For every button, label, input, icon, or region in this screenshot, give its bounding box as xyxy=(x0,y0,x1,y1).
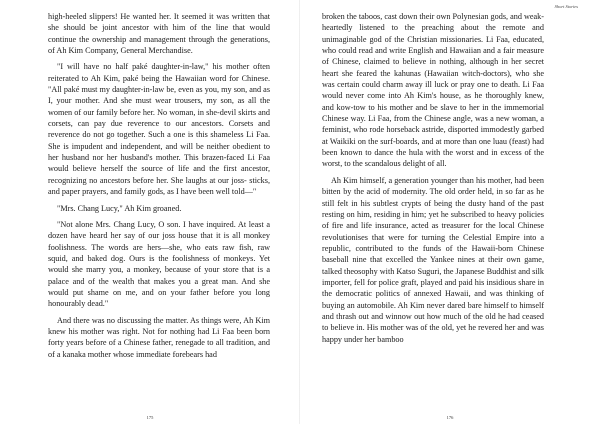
running-head: Short Stories xyxy=(554,4,578,9)
right-page-body xyxy=(322,11,544,345)
right-page xyxy=(300,0,600,424)
paragraph: "Mrs. Chang Lucy," Ah Kim groaned. xyxy=(57,203,182,213)
left-page-body xyxy=(48,11,270,360)
paragraph: "I will have no half paké daughter-in-law," his mother often reiterated to Ah Kim, paké being the Hawaiian word for Chinese. "All paké must my daughter-in-law be, even as you, my son, and as I, your mother. And she must wear trousers, my son, as all the women of our family before her. No woman, in she-devil skirts and corsets, can pay due reverence to our ancestors. Corsets and reverence do not go together. Such a one is this shameless Li Faa. She is impudent and independent, and will be neither obedient to her husband nor her husband's mother. This brazen-faced Li Faa would believe herself the source of life and the first ancestor, recognizing no ancestors before her. She laughs at our joss- sticks, and paper prayers, and family gods, as I have been well told—" xyxy=(48,62,270,197)
page-number: 175 xyxy=(146,415,154,420)
paragraph: broken the taboos, cast down their own Polynesian gods, and weak-heartedly listened to the preaching about the remote and unimaginable god of the Christian missionaries. Li Faa, educated, who could read and write English and Hawaiian and a fair measure of Chinese, claimed to believe in nothing, although in her secret heart she feared the kahunas (Hawaiian witch-doctors), who she was certain could charm away ill luck or pray one to death. Li Faa would never come into Ah Kim's house, as he thoroughly knew, and kow-tow to his mother and be slave to her in the immemorial Chinese way. Li Faa, from the Chinese angle, was a new woman, a feminist, who rode horseback astride, disported immodestly garbed at Waikiki on the surf-boards, and at more than one luau (feast) had been known to dance the hula with the worst and in excess of the worst, to the scandalous delight of all. xyxy=(322,12,544,169)
paragraph: Ah Kim himself, a generation younger than his mother, had been bitten by the acid of modernity. The old order held, in so far as he still felt in his subtlest crypts of being the dusty hand of the past resting on him, residing in him; yet he subscribed to heavy policies of fire and life insurance, acted as treasurer for the local Chinese revolutionises that were for turning the Celestial Empire into a republic, contributed to the funds of the Hawaii-born Chinese baseball nine that excelled the Yankee nines at their own game, talked theosophy with Katso Suguri, the Japanese Buddhist and silk importer, fell for police graft, played and paid his insidious share in the democratic politics of annexed Hawaii, and was thinking of buying an automobile. Ah Kim never dared bare himself to himself and thrash out and winnow out how much of the old he had ceased to believe in. His mother was of the old, yet he revered her and was happy under her bamboo xyxy=(322,175,544,344)
paragraph: "Not alone Mrs. Chang Lucy, O son. I have inquired. At least a dozen have heard her say of our joss house that it is all monkey foolishness. The words are hers—she, who eats raw fish, raw squid, and baked dog. Ours is the foolishness of monkeys. Yet would she marry you, a monkey, because of your store that is a palace and of the wealth that makes you a great man. And she would put shame on me, and on your father before you long honourably dead." xyxy=(48,219,270,309)
page-number: 176 xyxy=(446,415,454,420)
paragraph: high-heeled slippers! He wanted her. It seemed it was written that she should be joint ancestor with him of the line that would continue the ownership and management through the generations, of Ah Kim Company, General Merchandise. xyxy=(48,12,270,56)
paragraph: And there was no discussing the matter. As things were, Ah Kim knew his mother was right. Not for nothing had Li Faa been born forty years before of a Chinese father, renegade to all tradition, and of a kanaka mother whose immediate forebears had xyxy=(48,315,270,359)
